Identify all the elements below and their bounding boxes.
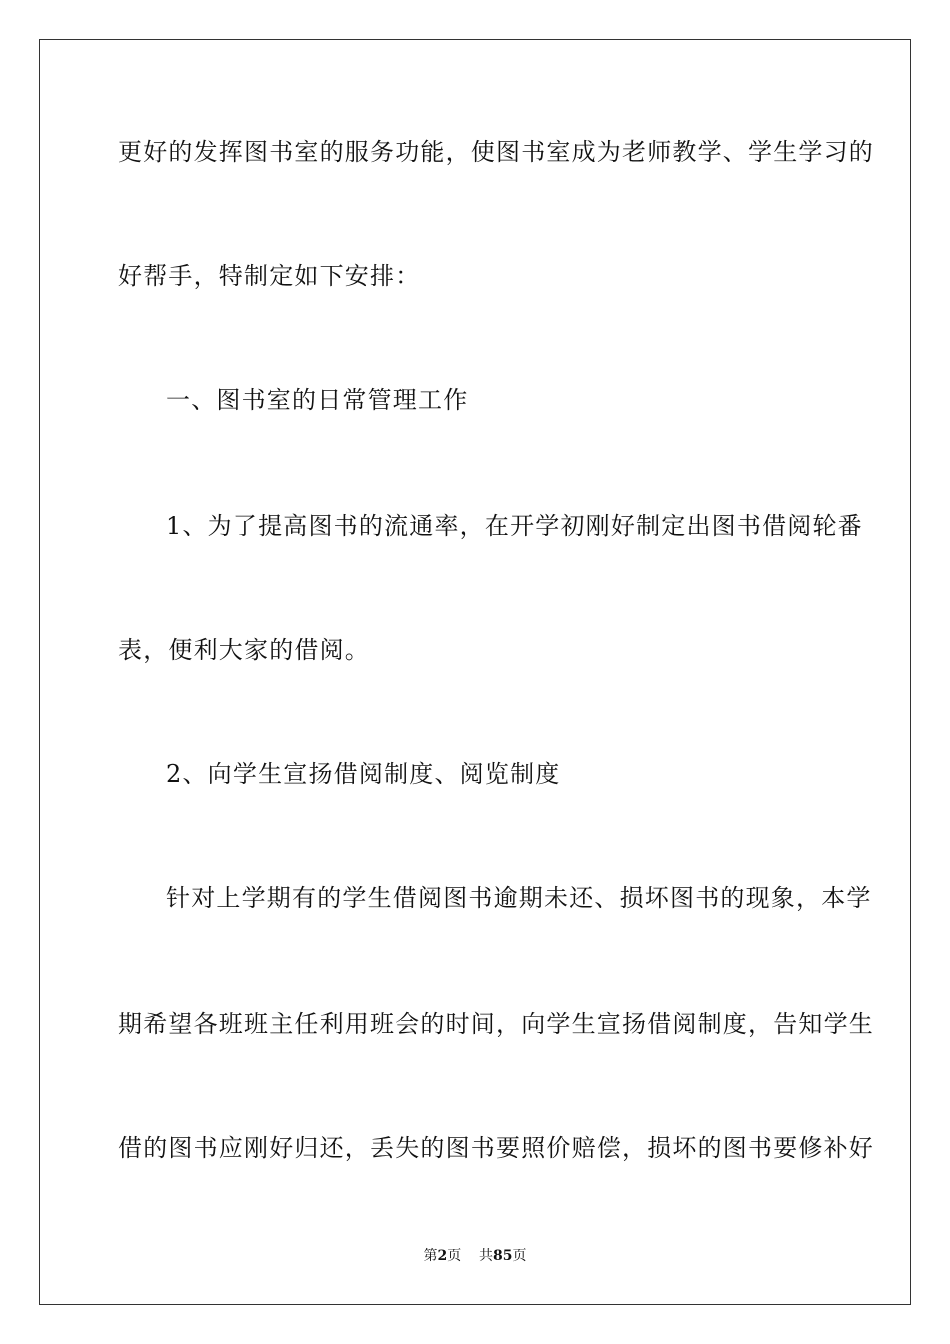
body-text-line: 好帮手，特制定如下安排： xyxy=(118,262,421,290)
total-prefix: 共 xyxy=(479,1248,494,1264)
body-text-line: 更好的发挥图书室的服务功能，使图书室成为老师教学、学生学习的 xyxy=(118,138,874,166)
total-pages: 85 xyxy=(493,1248,513,1264)
page-number: 2 xyxy=(437,1248,448,1264)
page-footer xyxy=(0,1247,950,1265)
page-prefix: 第 xyxy=(423,1248,438,1264)
total-suffix: 页 xyxy=(512,1248,527,1264)
body-text-line: 针对上学期有的学生借阅图书逾期未还、损坏图书的现象，本学 xyxy=(166,884,872,912)
body-text-line: 1、为了提高图书的流通率，在开学初刚好制定出图书借阅轮番 xyxy=(166,512,863,540)
page-suffix: 页 xyxy=(447,1248,462,1264)
page-border xyxy=(39,39,911,1305)
body-text-line: 期希望各班班主任利用班会的时间，向学生宣扬借阅制度，告知学生 xyxy=(118,1010,874,1038)
section-heading: 一、图书室的日常管理工作 xyxy=(166,386,469,414)
body-text-line: 表，便利大家的借阅。 xyxy=(118,636,370,664)
body-text-line: 借的图书应刚好归还，丢失的图书要照价赔偿，损坏的图书要修补好 xyxy=(118,1134,874,1162)
subsection-heading: 2、向学生宣扬借阅制度、阅览制度 xyxy=(166,760,561,788)
